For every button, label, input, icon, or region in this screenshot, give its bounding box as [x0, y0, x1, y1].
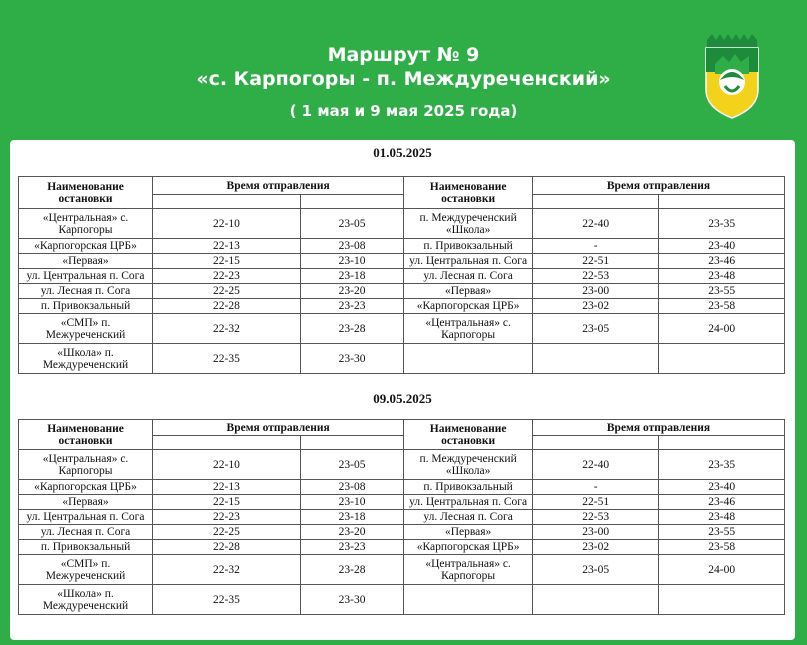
time-cell: 23-30	[300, 585, 403, 615]
stop-name-cell: «Центральная» с. Карпогоры	[19, 209, 153, 239]
subheader-cell	[659, 436, 785, 450]
stop-name-cell: «Первая»	[404, 525, 533, 540]
time-cell	[532, 344, 658, 374]
stop-name-cell: ул. Лесная п. Сога	[404, 510, 533, 525]
schedule-table-2	[18, 419, 785, 615]
stop-name-cell: ул. Лесная п. Сога	[19, 525, 153, 540]
time-cell: 23-05	[532, 555, 658, 585]
time-cell: 22-23	[153, 510, 301, 525]
schedule-date-1: 01.05.2025	[373, 145, 432, 160]
time-cell	[659, 585, 785, 615]
stop-name-cell: «Карпогорская ЦРБ»	[404, 540, 533, 555]
time-cell: 23-46	[659, 495, 785, 510]
time-cell: 22-51	[532, 495, 658, 510]
subheader-cell	[300, 195, 403, 209]
table-row	[19, 254, 785, 269]
time-cell	[532, 585, 658, 615]
stop-name-cell: «СМП» п. Межуреченский	[19, 314, 153, 344]
stop-name-cell: «Центральная» с. Карпогоры	[404, 555, 533, 585]
column-header-stop: Наименование остановки	[404, 420, 533, 450]
stop-name-cell: п. Привокзальный	[404, 239, 533, 254]
column-header-time: Время отправления	[153, 420, 404, 436]
table-row	[19, 585, 785, 615]
stop-name-cell: п. Привокзальный	[404, 480, 533, 495]
time-cell: 23-46	[659, 254, 785, 269]
schedule-table-1	[18, 176, 785, 374]
stop-name-cell: «Первая»	[404, 284, 533, 299]
stop-name-cell: ул. Центральная п. Сога	[19, 510, 153, 525]
column-header-time: Время отправления	[153, 177, 404, 195]
time-cell: 22-40	[532, 209, 658, 239]
time-cell: 22-25	[153, 284, 301, 299]
stop-name-cell: «СМП» п. Межуреченский	[19, 555, 153, 585]
schedule-date-2: 09.05.2025	[373, 391, 432, 406]
table-row	[19, 555, 785, 585]
time-cell: 23-00	[532, 284, 658, 299]
time-cell: 23-35	[659, 209, 785, 239]
stop-name-cell: «Центральная» с. Карпогоры	[404, 314, 533, 344]
stop-name-cell: п. Привокзальный	[19, 540, 153, 555]
time-cell: 22-51	[532, 254, 658, 269]
subheader-cell	[153, 436, 301, 450]
time-cell: 23-28	[300, 314, 403, 344]
table-row	[19, 450, 785, 480]
table-row	[19, 299, 785, 314]
table-row	[19, 510, 785, 525]
time-cell: 22-53	[532, 269, 658, 284]
time-cell: 23-30	[300, 344, 403, 374]
time-cell: 22-53	[532, 510, 658, 525]
time-cell: -	[532, 480, 658, 495]
header	[0, 0, 807, 140]
stop-name-cell: п. Междуреченский «Школа»	[404, 209, 533, 239]
time-cell: 23-35	[659, 450, 785, 480]
stop-name-cell	[404, 344, 533, 374]
time-cell: 22-28	[153, 540, 301, 555]
subheader-cell	[659, 195, 785, 209]
time-cell: 23-05	[300, 450, 403, 480]
time-cell: 23-48	[659, 510, 785, 525]
time-cell: 22-10	[153, 450, 301, 480]
subheader-cell	[300, 436, 403, 450]
time-cell: 22-35	[153, 344, 301, 374]
table-row	[19, 269, 785, 284]
time-cell: 23-58	[659, 299, 785, 314]
subheader-cell	[532, 195, 658, 209]
time-cell	[659, 344, 785, 374]
column-header-stop: Наименование остановки	[19, 177, 153, 209]
time-cell: 22-40	[532, 450, 658, 480]
stop-name-cell: «Карпогорская ЦРБ»	[19, 239, 153, 254]
stop-name-cell: п. Междуреченский «Школа»	[404, 450, 533, 480]
table-row	[19, 540, 785, 555]
table-row	[19, 480, 785, 495]
time-cell: 23-05	[300, 209, 403, 239]
time-cell: 22-35	[153, 585, 301, 615]
time-cell: 23-58	[659, 540, 785, 555]
table-row	[19, 239, 785, 254]
stop-name-cell	[404, 585, 533, 615]
table-row	[19, 495, 785, 510]
time-cell: 23-40	[659, 480, 785, 495]
table-row	[19, 209, 785, 239]
stop-name-cell: ул. Центральная п. Сога	[404, 254, 533, 269]
column-header-time: Время отправления	[532, 177, 784, 195]
time-cell: 23-40	[659, 239, 785, 254]
time-cell: 23-23	[300, 299, 403, 314]
time-cell: 22-23	[153, 269, 301, 284]
stop-name-cell: ул. Лесная п. Сога	[404, 269, 533, 284]
time-cell: 23-10	[300, 495, 403, 510]
time-cell: 23-28	[300, 555, 403, 585]
coat-of-arms-icon	[703, 34, 761, 120]
time-cell: 23-08	[300, 480, 403, 495]
time-cell: 24-00	[659, 314, 785, 344]
time-cell: 23-10	[300, 254, 403, 269]
time-cell: 22-10	[153, 209, 301, 239]
time-cell: 23-55	[659, 525, 785, 540]
time-cell: -	[532, 239, 658, 254]
time-cell: 23-55	[659, 284, 785, 299]
stop-name-cell: п. Привокзальный	[19, 299, 153, 314]
time-cell: 23-02	[532, 299, 658, 314]
time-cell: 22-32	[153, 314, 301, 344]
date-subtitle: ( 1 мая и 9 мая 2025 года)	[289, 102, 518, 120]
time-cell: 22-15	[153, 254, 301, 269]
stop-name-cell: «Первая»	[19, 495, 153, 510]
table-row	[19, 314, 785, 344]
time-cell: 23-00	[532, 525, 658, 540]
table-row	[19, 344, 785, 374]
table-row	[19, 525, 785, 540]
time-cell: 23-23	[300, 540, 403, 555]
stop-name-cell: ул. Лесная п. Сога	[19, 284, 153, 299]
time-cell: 23-18	[300, 510, 403, 525]
time-cell: 23-20	[300, 525, 403, 540]
route-title: «с. Карпогоры - п. Междуреченский»	[196, 68, 611, 90]
time-cell: 22-15	[153, 495, 301, 510]
time-cell: 23-48	[659, 269, 785, 284]
stop-name-cell: «Школа» п. Междуреченский	[19, 585, 153, 615]
column-header-time: Время отправления	[532, 420, 784, 436]
stop-name-cell: «Центральная» с. Карпогоры	[19, 450, 153, 480]
subheader-cell	[532, 436, 658, 450]
table-row	[19, 284, 785, 299]
stop-name-cell: «Школа» п. Междуреченский	[19, 344, 153, 374]
column-header-stop: Наименование остановки	[404, 177, 533, 209]
stop-name-cell: «Первая»	[19, 254, 153, 269]
subheader-cell	[153, 195, 301, 209]
stop-name-cell: «Карпогорская ЦРБ»	[19, 480, 153, 495]
stop-name-cell: ул. Центральная п. Сога	[404, 495, 533, 510]
time-cell: 24-00	[659, 555, 785, 585]
time-cell: 23-02	[532, 540, 658, 555]
time-cell: 22-25	[153, 525, 301, 540]
time-cell: 22-28	[153, 299, 301, 314]
time-cell: 22-13	[153, 480, 301, 495]
schedule-panel	[10, 140, 795, 640]
page-title: Маршрут № 9	[327, 44, 480, 66]
stop-name-cell: ул. Центральная п. Сога	[19, 269, 153, 284]
stop-name-cell: «Карпогорская ЦРБ»	[404, 299, 533, 314]
time-cell: 23-20	[300, 284, 403, 299]
time-cell: 23-18	[300, 269, 403, 284]
column-header-stop: Наименование остановки	[19, 420, 153, 450]
time-cell: 22-32	[153, 555, 301, 585]
time-cell: 22-13	[153, 239, 301, 254]
time-cell: 23-08	[300, 239, 403, 254]
time-cell: 23-05	[532, 314, 658, 344]
